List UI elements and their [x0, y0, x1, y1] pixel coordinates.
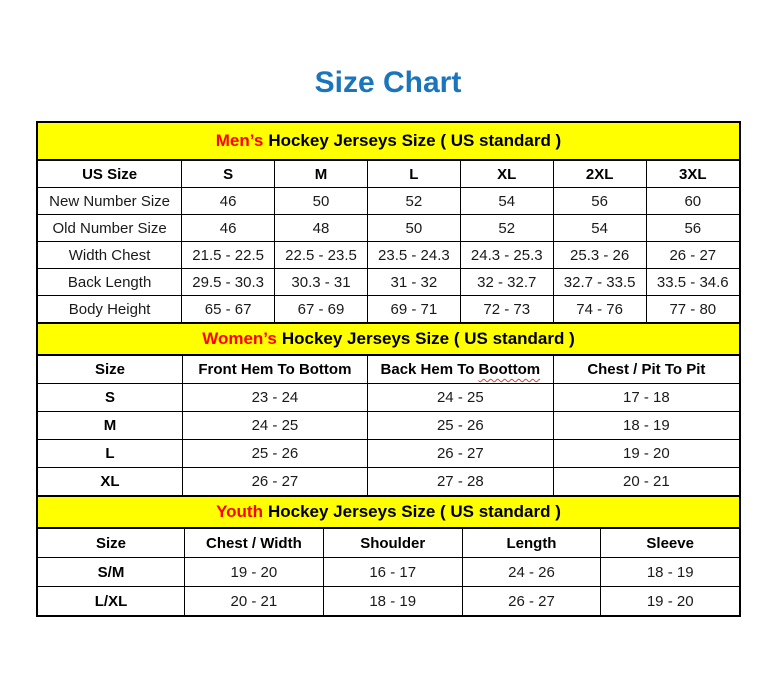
data-cell: 26 - 27 [367, 440, 553, 468]
data-cell: 46 [182, 215, 275, 242]
data-cell: 24 - 25 [182, 412, 367, 440]
data-cell: 50 [367, 215, 460, 242]
data-cell: 18 - 19 [323, 587, 462, 616]
data-cell: 24.3 - 25.3 [460, 242, 553, 269]
row-label: Back Length [38, 269, 182, 296]
youth-label-rest: Hockey Jerseys Size ( US standard ) [267, 502, 561, 521]
womens-header-row [38, 356, 739, 384]
col-header-back-hem [367, 356, 553, 384]
data-cell: 24 - 26 [462, 558, 601, 587]
data-cell: 23 - 24 [182, 384, 367, 412]
table-row-body-height [38, 296, 739, 323]
data-cell: 24 - 25 [367, 384, 553, 412]
row-label: Body Height [38, 296, 182, 323]
table-row-women-xl [38, 468, 739, 496]
data-cell: 19 - 20 [553, 440, 739, 468]
row-label: New Number Size [38, 188, 182, 215]
data-cell: 60 [646, 188, 739, 215]
table-row-women-s [38, 384, 739, 412]
data-cell: 30.3 - 31 [275, 269, 368, 296]
data-cell: 25 - 26 [367, 412, 553, 440]
data-cell: 18 - 19 [553, 412, 739, 440]
mens-header-row [38, 161, 739, 188]
col-header-l: L [367, 161, 460, 188]
back-hem-label: Back Hem To [380, 361, 475, 378]
col-header-xl: XL [460, 161, 553, 188]
data-cell: 32 - 32.7 [460, 269, 553, 296]
mens-section-header [38, 123, 739, 161]
col-header-front-hem: Front Hem To Bottom [182, 356, 367, 384]
row-label: L/XL [38, 587, 185, 616]
data-cell: 19 - 20 [185, 558, 324, 587]
data-cell: 17 - 18 [553, 384, 739, 412]
mens-label-rest: Hockey Jerseys Size ( US standard ) [268, 131, 562, 150]
row-label: Old Number Size [38, 215, 182, 242]
data-cell: 29.5 - 30.3 [182, 269, 275, 296]
data-cell: 52 [460, 215, 553, 242]
youth-header-row [38, 529, 739, 558]
data-cell: 31 - 32 [367, 269, 460, 296]
data-cell: 54 [460, 188, 553, 215]
womens-label-highlight: Women’s [202, 329, 277, 348]
data-cell: 23.5 - 24.3 [367, 242, 460, 269]
data-cell: 65 - 67 [182, 296, 275, 323]
table-row-youth-lxl [38, 587, 739, 616]
table-row-old-number-size [38, 215, 739, 242]
data-cell: 26 - 27 [646, 242, 739, 269]
page-title: Size Chart [314, 66, 462, 99]
womens-size-table [38, 356, 739, 495]
womens-label-rest: Hockey Jerseys Size ( US standard ) [281, 329, 575, 348]
data-cell: 74 - 76 [553, 296, 646, 323]
data-cell: 77 - 80 [646, 296, 739, 323]
col-header-m: M [275, 161, 368, 188]
mens-size-table [38, 161, 739, 322]
youth-size-table [38, 529, 739, 615]
table-row-women-m [38, 412, 739, 440]
mens-label-highlight: Men’s [215, 131, 264, 150]
col-header-2xl: 2XL [553, 161, 646, 188]
table-row-youth-sm [38, 558, 739, 587]
data-cell: 25 - 26 [182, 440, 367, 468]
size-chart [36, 121, 741, 617]
col-header-shoulder: Shoulder [323, 529, 462, 558]
col-header-length: Length [462, 529, 601, 558]
table-row-width-chest [38, 242, 739, 269]
data-cell: 26 - 27 [182, 468, 367, 496]
youth-section-header [38, 495, 739, 529]
row-label: L [38, 440, 182, 468]
womens-section-header [38, 322, 739, 356]
data-cell: 56 [646, 215, 739, 242]
col-header-us-size: US Size [38, 161, 182, 188]
data-cell: 32.7 - 33.5 [553, 269, 646, 296]
col-header-s: S [182, 161, 275, 188]
col-header-3xl: 3XL [646, 161, 739, 188]
data-cell: 18 - 19 [601, 558, 739, 587]
table-row-new-number-size [38, 188, 739, 215]
data-cell: 16 - 17 [323, 558, 462, 587]
table-row-back-length [38, 269, 739, 296]
col-header-chest-pit: Chest / Pit To Pit [553, 356, 739, 384]
data-cell: 21.5 - 22.5 [182, 242, 275, 269]
back-hem-misspelled-word: Boottom [478, 361, 541, 378]
col-header-sleeve: Sleeve [601, 529, 739, 558]
col-header-size: Size [38, 356, 182, 384]
data-cell: 72 - 73 [460, 296, 553, 323]
row-label: Width Chest [38, 242, 182, 269]
data-cell: 22.5 - 23.5 [275, 242, 368, 269]
row-label: S [38, 384, 182, 412]
data-cell: 33.5 - 34.6 [646, 269, 739, 296]
col-header-size: Size [38, 529, 185, 558]
data-cell: 46 [182, 188, 275, 215]
row-label: M [38, 412, 182, 440]
data-cell: 20 - 21 [553, 468, 739, 496]
data-cell: 69 - 71 [367, 296, 460, 323]
data-cell: 19 - 20 [601, 587, 739, 616]
data-cell: 56 [553, 188, 646, 215]
col-header-chest-width: Chest / Width [185, 529, 324, 558]
data-cell: 50 [275, 188, 368, 215]
data-cell: 27 - 28 [367, 468, 553, 496]
data-cell: 48 [275, 215, 368, 242]
data-cell: 25.3 - 26 [553, 242, 646, 269]
youth-label-highlight: Youth [216, 502, 263, 521]
data-cell: 67 - 69 [275, 296, 368, 323]
data-cell: 52 [367, 188, 460, 215]
row-label: S/M [38, 558, 185, 587]
data-cell: 54 [553, 215, 646, 242]
row-label: XL [38, 468, 182, 496]
table-row-women-l [38, 440, 739, 468]
data-cell: 26 - 27 [462, 587, 601, 616]
data-cell: 20 - 21 [185, 587, 324, 616]
